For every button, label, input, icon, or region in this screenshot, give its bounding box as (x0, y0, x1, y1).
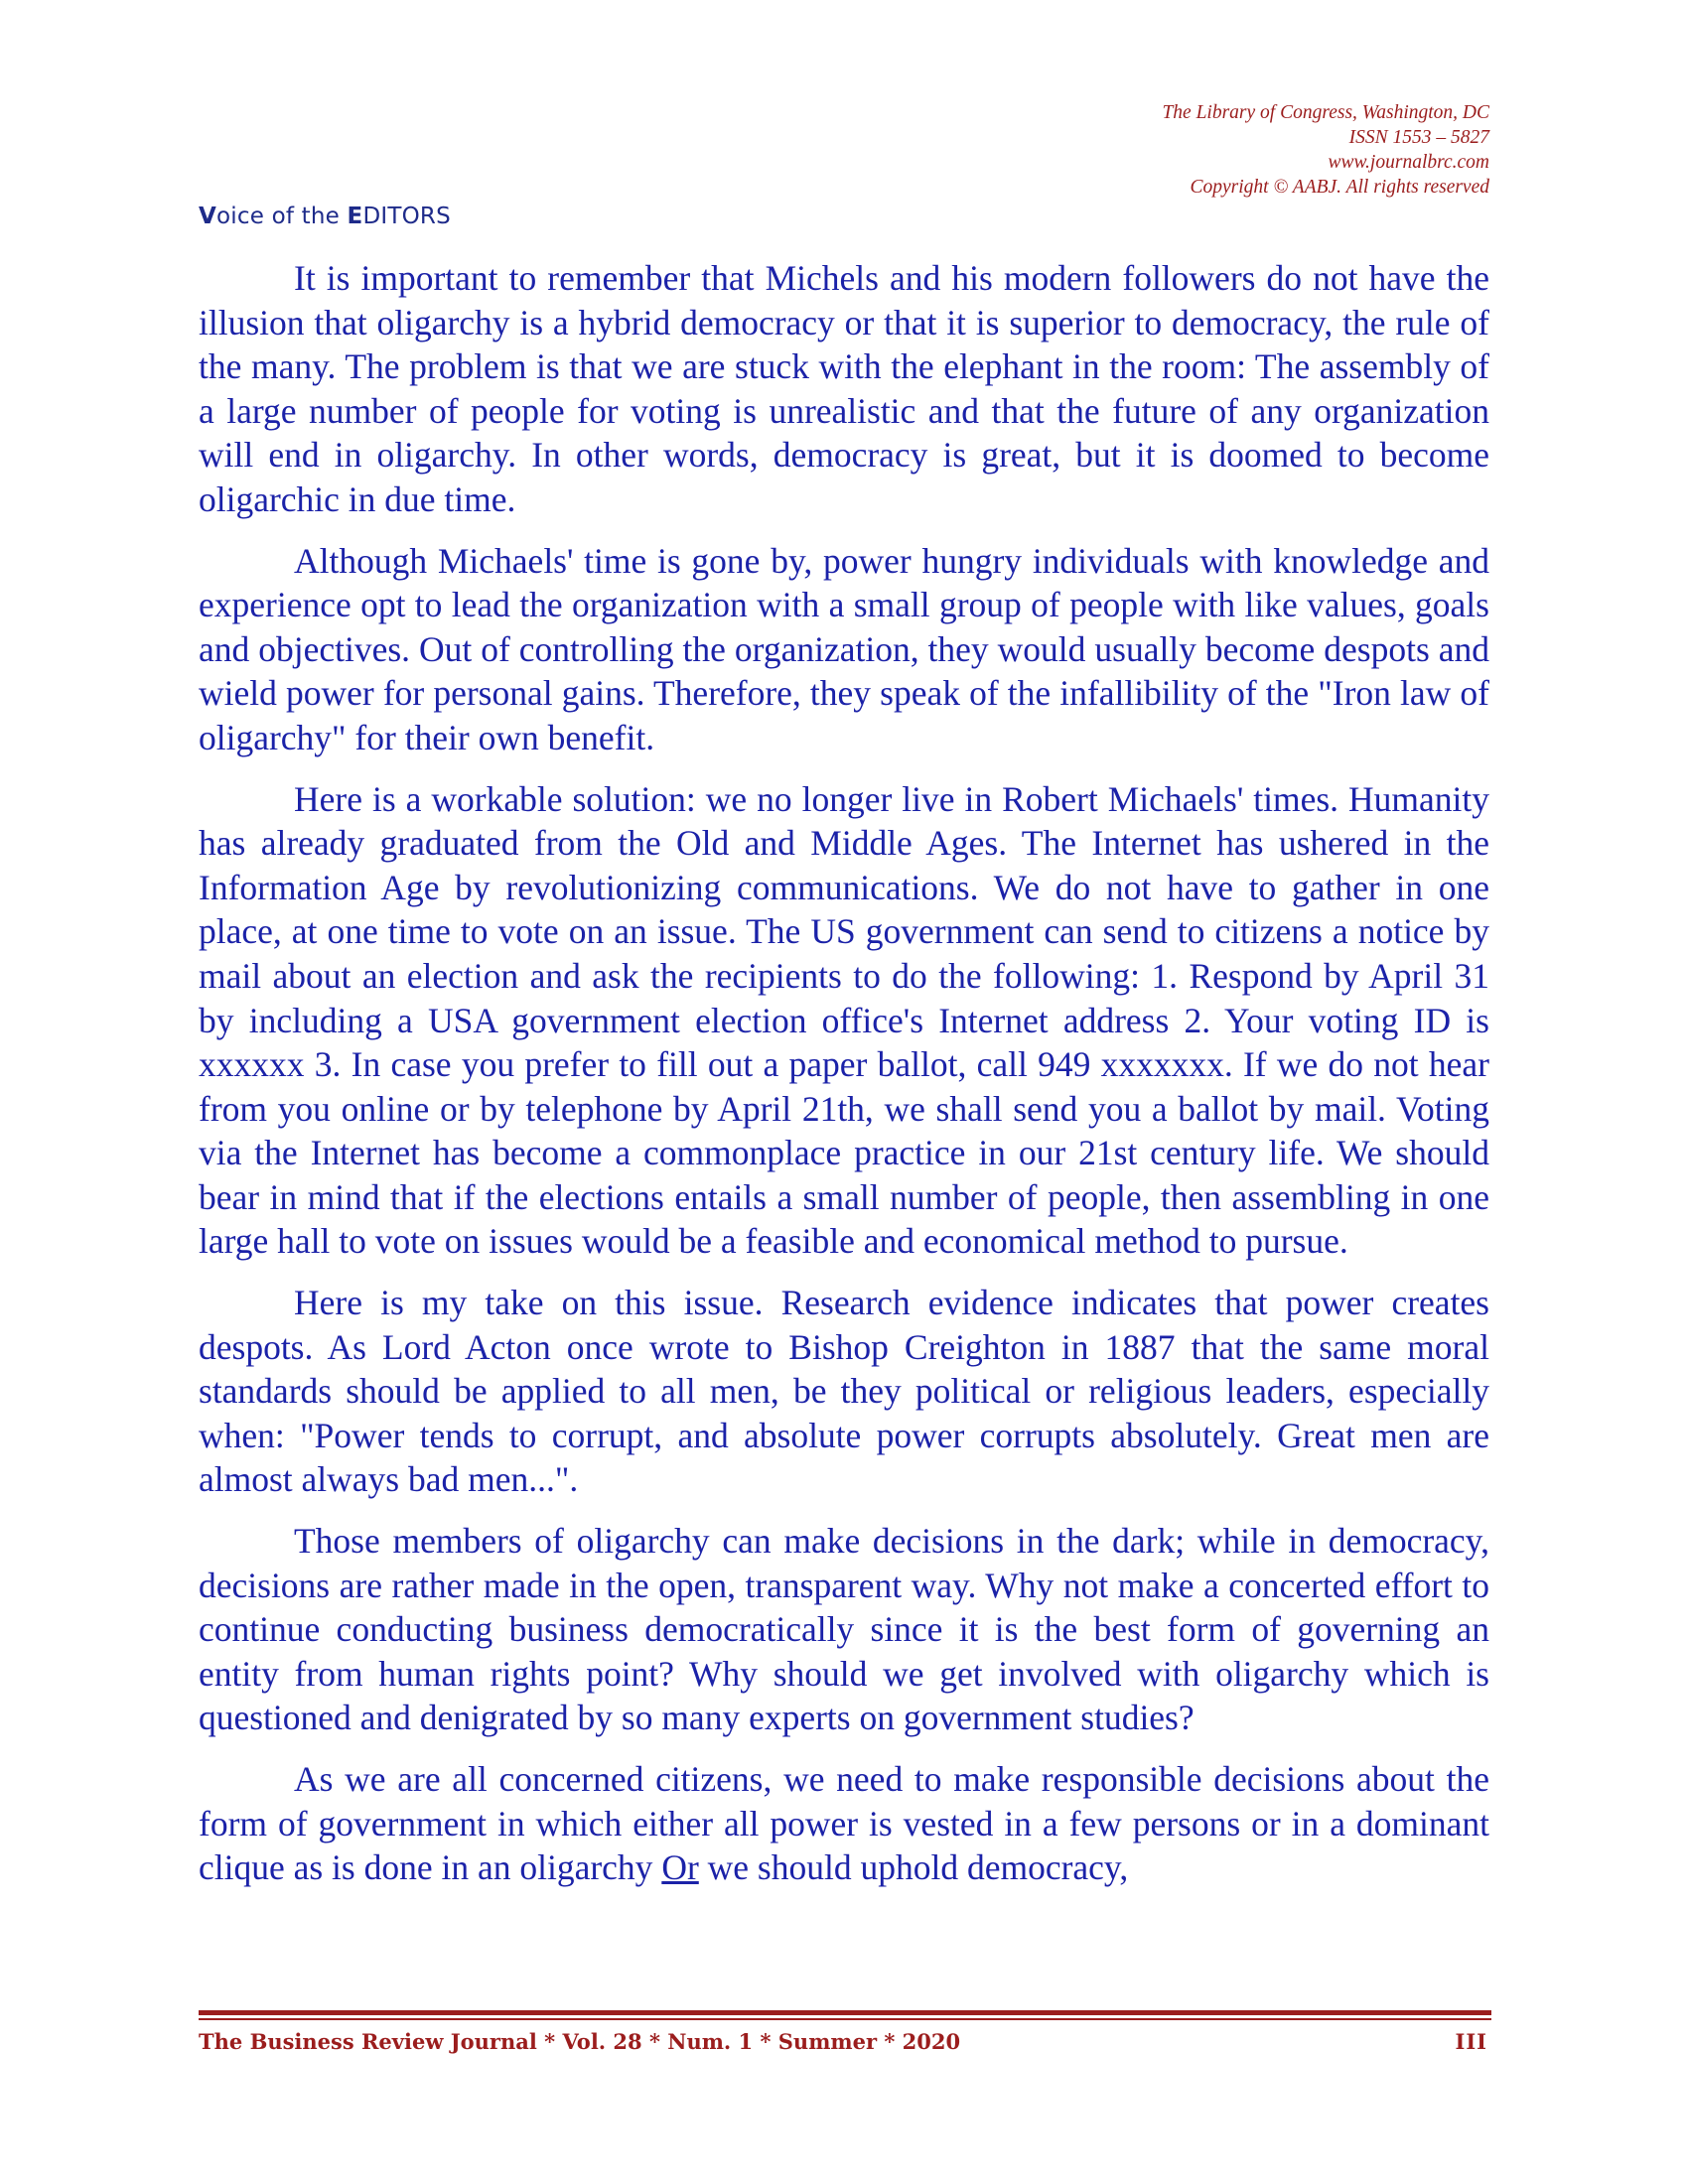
paragraph-3: Here is a workable solution: we no longer live in Robert Michaels' times. Humanity has already graduated from the Old and Middle Ages. The Internet has ushered in the Information Age by revolutionizing communications. We do not have to gather in one place, at one time to vote on an issue. The US government can send to citizens a notice by mail about an election and ask the recipients to do the following: 1. Respond by April 31 by including a USA government election office's Internet address 2. Your voting ID is xxxxxx 3. In case you prefer to fill out a paper ballot, call 949 xxxxxxx. If we do not hear from you online or by telephone by April 21th, we shall send you a ballot by mail. Voting via the Internet has become a commonplace practice in our 21st century life. We should bear in mind that if the elections entails a small number of people, then assembling in one large hall to vote on issues would be a feasible and economical method to pursue. (199, 778, 1489, 1262)
paragraph-6-text-b: we should uphold democracy, (698, 1847, 1129, 1888)
footer-rule-thin (199, 2018, 1491, 2020)
page-footer (199, 2029, 1487, 2054)
section-title-e-cap: E (347, 204, 363, 229)
footer-journal-info: The Business Review Journal * Vol. 28 * Num. 1 * Summer * 2020 (199, 2029, 961, 2054)
paragraph-5: Those members of oligarchy can make decisions in the dark; while in democracy, decisions are rather made in the open, transparent way. Why not make a concerted effort to continue conducting business democratically since it is the best form of governing an entity from human rights point? Why should we get involved with oligarchy which is questioned and denigrated by so many experts on government studies? (199, 1521, 1489, 1738)
section-title-v-rest: oice of the (216, 204, 348, 229)
paragraph-6 (199, 1757, 1489, 1890)
copyright-line: Copyright © AABJ. All rights reserved (1190, 177, 1489, 198)
page-number: III (1455, 2029, 1487, 2054)
issn-line: ISSN 1553 – 5827 (1348, 127, 1489, 148)
paragraph-6-text-a: As we are all concerned citizens, we need to make responsible decisions about the form of government in which either all power is vested in a few persons or in a dominant clique as is done in an oligarchy (199, 1759, 1489, 1888)
journal-info-header (1162, 100, 1489, 200)
article-body (199, 256, 1489, 1890)
paragraph-4: Here is my take on this issue. Research evidence indicates that power creates despots. As Lord Acton once wrote to Bishop Creighton in 1887 that the same moral standards should be applied to all men, be they political or religious leaders, especially when: "Power tends to corrupt, and absolute power corrupts absolutely. Great men are almost always bad men...". (199, 1283, 1489, 1500)
section-title-v-cap: V (199, 204, 217, 229)
paragraph-6-underlined-or: Or (661, 1847, 699, 1888)
paragraph-1: It is important to remember that Michels and his modern followers do not have the illusion that oligarchy is a hybrid democracy or that it is superior to democracy, the rule of the many. The problem is that we are stuck with the elephant in the room: The assembly of a large number of people for voting is unrealistic and that the future of any organization will end in oligarchy. In other words, democracy is great, but it is doomed to become oligarchic in due time. (199, 258, 1489, 519)
section-title-e-rest: DITORS (362, 204, 451, 229)
footer-divider (199, 2010, 1491, 2020)
website-line: www.journalbrc.com (1328, 152, 1489, 173)
paragraph-2: Although Michaels' time is gone by, power hungry individuals with knowledge and experience opt to lead the organization with a small group of people with like values, goals and objectives. Out of controlling the organization, they would usually become despots and wield power for personal gains. Therefore, they speak of the infallibility of the "Iron law of oligarchy" for their own benefit. (199, 540, 1489, 757)
library-line: The Library of Congress, Washington, DC (1162, 102, 1489, 123)
section-title (199, 204, 451, 229)
